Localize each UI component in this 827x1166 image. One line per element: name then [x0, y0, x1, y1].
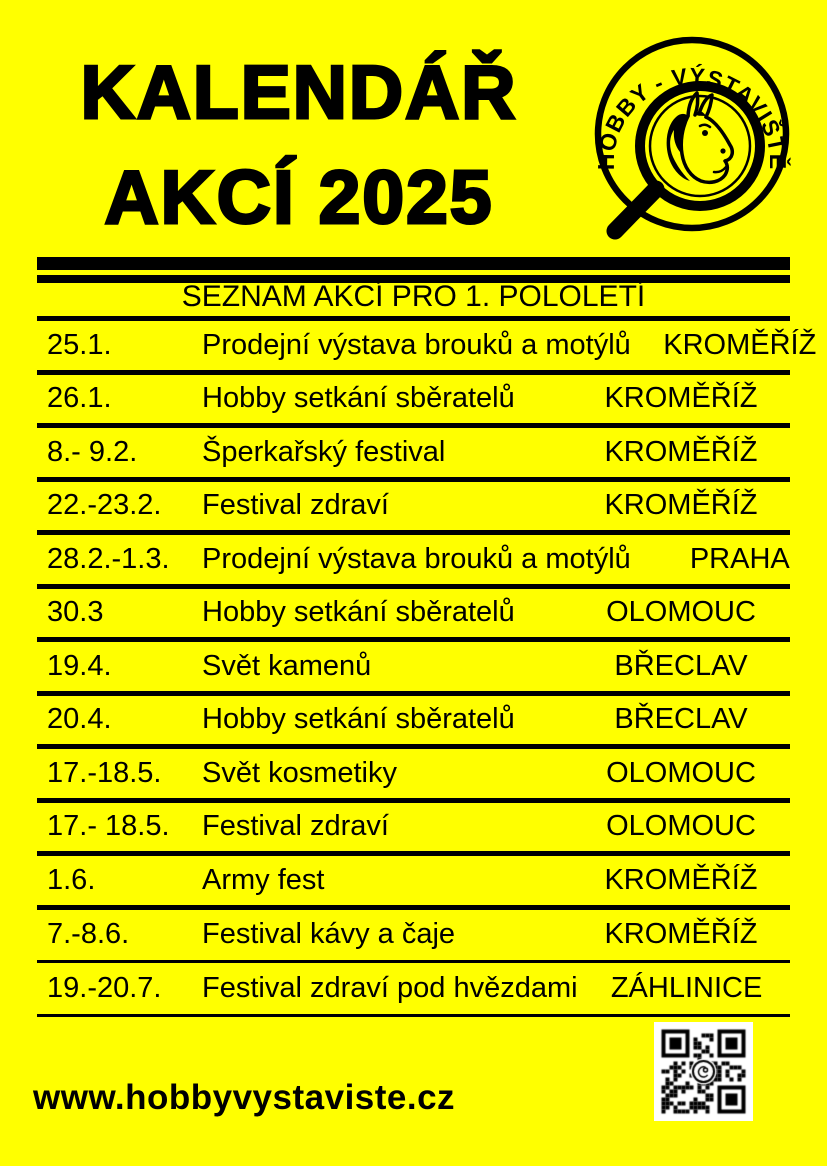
event-city: BŘECLAV	[614, 649, 748, 682]
event-city: OLOMOUC	[606, 810, 756, 843]
event-date: 26.1.	[47, 382, 112, 415]
event-city: PRAHA	[689, 542, 790, 575]
title-line-1: KALENDÁŘ	[80, 50, 518, 134]
event-date: 25.1.	[47, 328, 112, 361]
event-city: KROMĚŘÍŽ	[604, 489, 758, 522]
events-list	[37, 321, 817, 1017]
event-city: OLOMOUC	[606, 596, 756, 629]
event-title: Hobby setkání sběratelů	[202, 382, 515, 415]
event-title: Army fest	[202, 863, 325, 896]
event-date: 8.- 9.2.	[47, 435, 138, 468]
hobby-vystaviste-logo	[584, 20, 800, 258]
logo-text: HOBBY - VÝSTAVIŠTĚ	[592, 62, 792, 171]
table-row	[37, 856, 790, 910]
event-title: Hobby setkání sběratelů	[202, 703, 515, 736]
event-city: BŘECLAV	[614, 703, 748, 736]
event-date: 30.3	[47, 596, 104, 629]
event-city: KROMĚŘÍŽ	[604, 382, 758, 415]
horse-magnifier-icon	[584, 20, 800, 258]
event-date: 20.4.	[47, 703, 112, 736]
event-title: Festival zdraví	[202, 489, 389, 522]
table-row	[37, 482, 790, 536]
website-url: www.hobbyvystaviste.cz	[33, 1078, 456, 1117]
event-title: Svět kamenů	[202, 649, 372, 682]
event-city: KROMĚŘÍŽ	[604, 863, 758, 896]
table-row	[37, 589, 790, 643]
event-city: KROMĚŘÍŽ	[663, 328, 817, 361]
table-row	[37, 963, 790, 1017]
table-row	[37, 696, 790, 750]
event-date: 22.-23.2.	[47, 489, 162, 522]
title-line-2: AKCÍ 2025	[104, 155, 494, 239]
table-row	[37, 642, 790, 696]
event-title: Prodejní výstava brouků a motýlů	[202, 328, 631, 361]
event-date: 17.- 18.5.	[47, 810, 170, 843]
event-title: Festival zdraví	[202, 810, 389, 843]
table-row	[37, 535, 790, 589]
event-date: 28.2.-1.3.	[47, 542, 170, 575]
table-row	[37, 749, 790, 803]
table-header	[37, 280, 790, 321]
event-date: 7.-8.6.	[47, 918, 130, 951]
poster-title	[58, 40, 540, 250]
event-title: Šperkařský festival	[202, 435, 446, 468]
event-city: KROMĚŘÍŽ	[604, 918, 758, 951]
event-title: Svět kosmetiky	[202, 756, 397, 789]
event-date: 19.-20.7.	[47, 971, 162, 1004]
event-title: Festival kávy a čaje	[202, 918, 456, 951]
event-city: OLOMOUC	[606, 756, 756, 789]
event-date: 19.4.	[47, 649, 112, 682]
table-row	[37, 803, 790, 857]
event-title: Hobby setkání sběratelů	[202, 596, 515, 629]
event-title: Festival zdraví pod hvězdami	[202, 971, 578, 1004]
table-row	[37, 321, 817, 375]
event-date: 1.6.	[47, 863, 96, 896]
event-title: Prodejní výstava brouků a motýlů	[202, 542, 631, 575]
qr-code	[654, 1022, 753, 1121]
event-city: KROMĚŘÍŽ	[604, 435, 758, 468]
rule-top	[37, 257, 790, 270]
horse-head-icon	[667, 93, 733, 182]
table-row	[37, 910, 790, 964]
event-city: ZÁHLINICE	[610, 971, 763, 1004]
events-table	[37, 280, 817, 1017]
event-date: 17.-18.5.	[47, 756, 162, 789]
table-row	[37, 375, 790, 429]
table-header-label: SEZNAM AKCÍ PRO 1. POLOLETÍ	[178, 280, 649, 319]
table-row	[37, 428, 790, 482]
